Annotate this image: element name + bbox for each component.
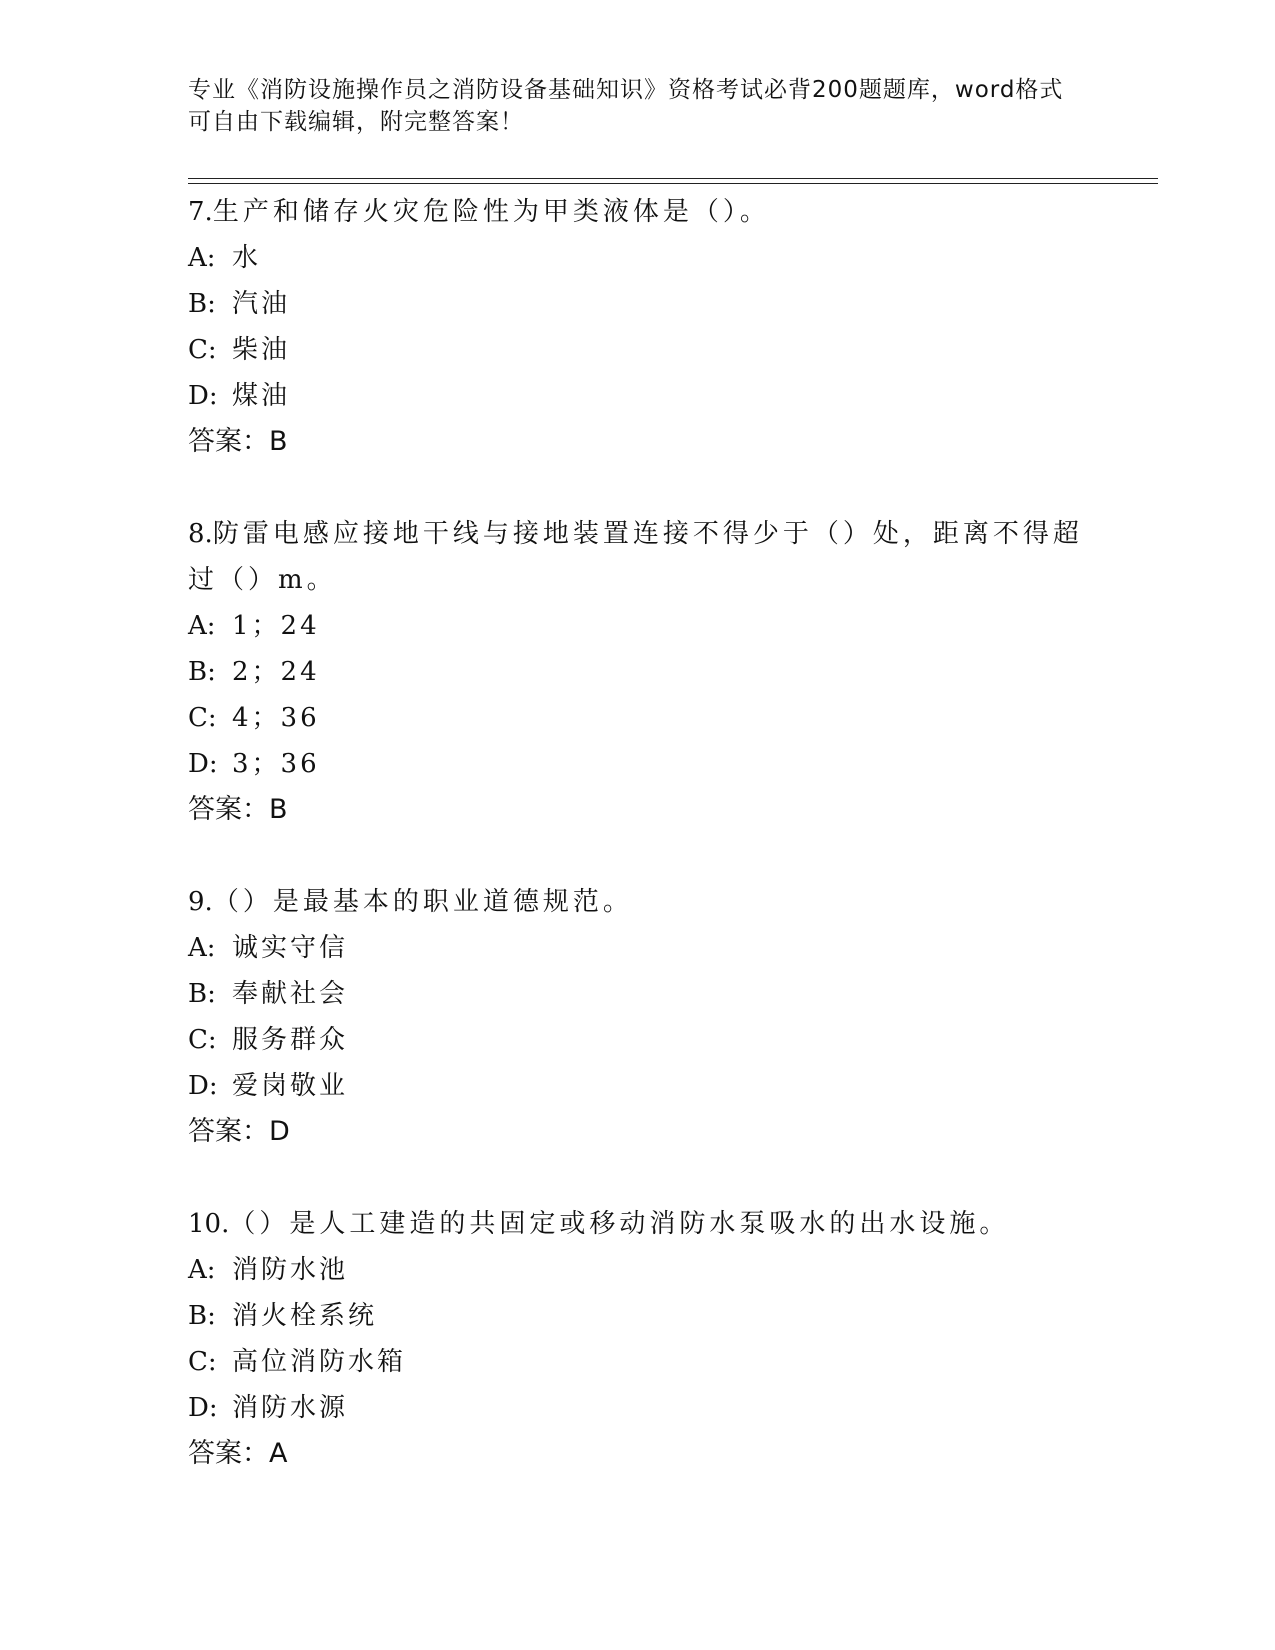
option-key: B:	[188, 289, 216, 319]
option-c	[188, 695, 1088, 741]
question-text: （）是最基本的职业道德规范。	[212, 887, 633, 917]
question-text: 生产和储存火灾危险性为甲类液体是（）。	[212, 197, 770, 227]
option-text: 水	[232, 243, 262, 273]
option-c	[188, 327, 1088, 373]
option-text: 诚实守信	[232, 933, 349, 963]
question-text: 防雷电感应接地干线与接地装置连接不得少于（）处，距离不得超过（）m。	[188, 519, 1083, 595]
option-b	[188, 281, 1088, 327]
option-key: A:	[188, 611, 216, 641]
question-stem	[188, 511, 1088, 603]
option-key: A:	[188, 243, 216, 273]
option-key: B:	[188, 1301, 216, 1331]
option-text: 煤油	[232, 381, 291, 411]
question-text: （）是人工建造的共固定或移动消防水泵吸水的出水设施。	[229, 1209, 1010, 1239]
option-text: 服务群众	[232, 1025, 349, 1055]
option-key: A:	[188, 1255, 216, 1285]
option-key: B:	[188, 657, 216, 687]
option-text: 1；24	[232, 611, 320, 641]
option-d	[188, 373, 1088, 419]
question-9	[188, 879, 1088, 1155]
option-text: 高位消防水箱	[232, 1347, 407, 1377]
answer-line: 答案：A	[188, 1438, 288, 1469]
option-text: 消防水源	[232, 1393, 349, 1423]
question-stem	[188, 189, 1088, 235]
option-text: 3；36	[232, 749, 320, 779]
option-b	[188, 1293, 1088, 1339]
option-text: 柴油	[232, 335, 291, 365]
option-key: D:	[188, 749, 218, 779]
option-text: 消火栓系统	[232, 1301, 378, 1331]
option-text: 2；24	[232, 657, 320, 687]
option-a	[188, 1247, 1088, 1293]
question-number: 7.	[188, 197, 213, 227]
header-divider	[188, 178, 1158, 184]
question-list	[188, 189, 1088, 1477]
option-a	[188, 925, 1088, 971]
question-number: 8.	[188, 519, 213, 549]
answer-line: 答案：D	[188, 1116, 290, 1147]
option-key: C:	[188, 703, 217, 733]
document-header: 专业《消防设施操作员之消防设备基础知识》资格考试必背200题题库，word格式可自由下载编辑，附完整答案！	[188, 77, 1064, 135]
option-d	[188, 1063, 1088, 1109]
option-key: D:	[188, 1071, 218, 1101]
option-text: 奉献社会	[232, 979, 349, 1009]
question-number: 9.	[188, 887, 213, 917]
answer-line: 答案：B	[188, 794, 288, 825]
option-d	[188, 741, 1088, 787]
option-key: C:	[188, 1347, 217, 1377]
option-text: 4；36	[232, 703, 320, 733]
option-key: C:	[188, 335, 217, 365]
question-10	[188, 1201, 1088, 1477]
question-stem	[188, 1201, 1088, 1247]
option-b	[188, 971, 1088, 1017]
question-stem	[188, 879, 1088, 925]
option-key: A:	[188, 933, 216, 963]
option-key: B:	[188, 979, 216, 1009]
question-8	[188, 511, 1088, 833]
option-a	[188, 235, 1088, 281]
option-text: 汽油	[232, 289, 291, 319]
option-c	[188, 1017, 1088, 1063]
option-c	[188, 1339, 1088, 1385]
question-7	[188, 189, 1088, 465]
option-key: D:	[188, 381, 218, 411]
option-key: D:	[188, 1393, 218, 1423]
option-b	[188, 649, 1088, 695]
answer-line: 答案：B	[188, 426, 288, 457]
option-a	[188, 603, 1088, 649]
option-key: C:	[188, 1025, 217, 1055]
option-text: 消防水池	[232, 1255, 349, 1285]
option-d	[188, 1385, 1088, 1431]
option-text: 爱岗敬业	[232, 1071, 349, 1101]
question-number: 10.	[188, 1209, 230, 1239]
